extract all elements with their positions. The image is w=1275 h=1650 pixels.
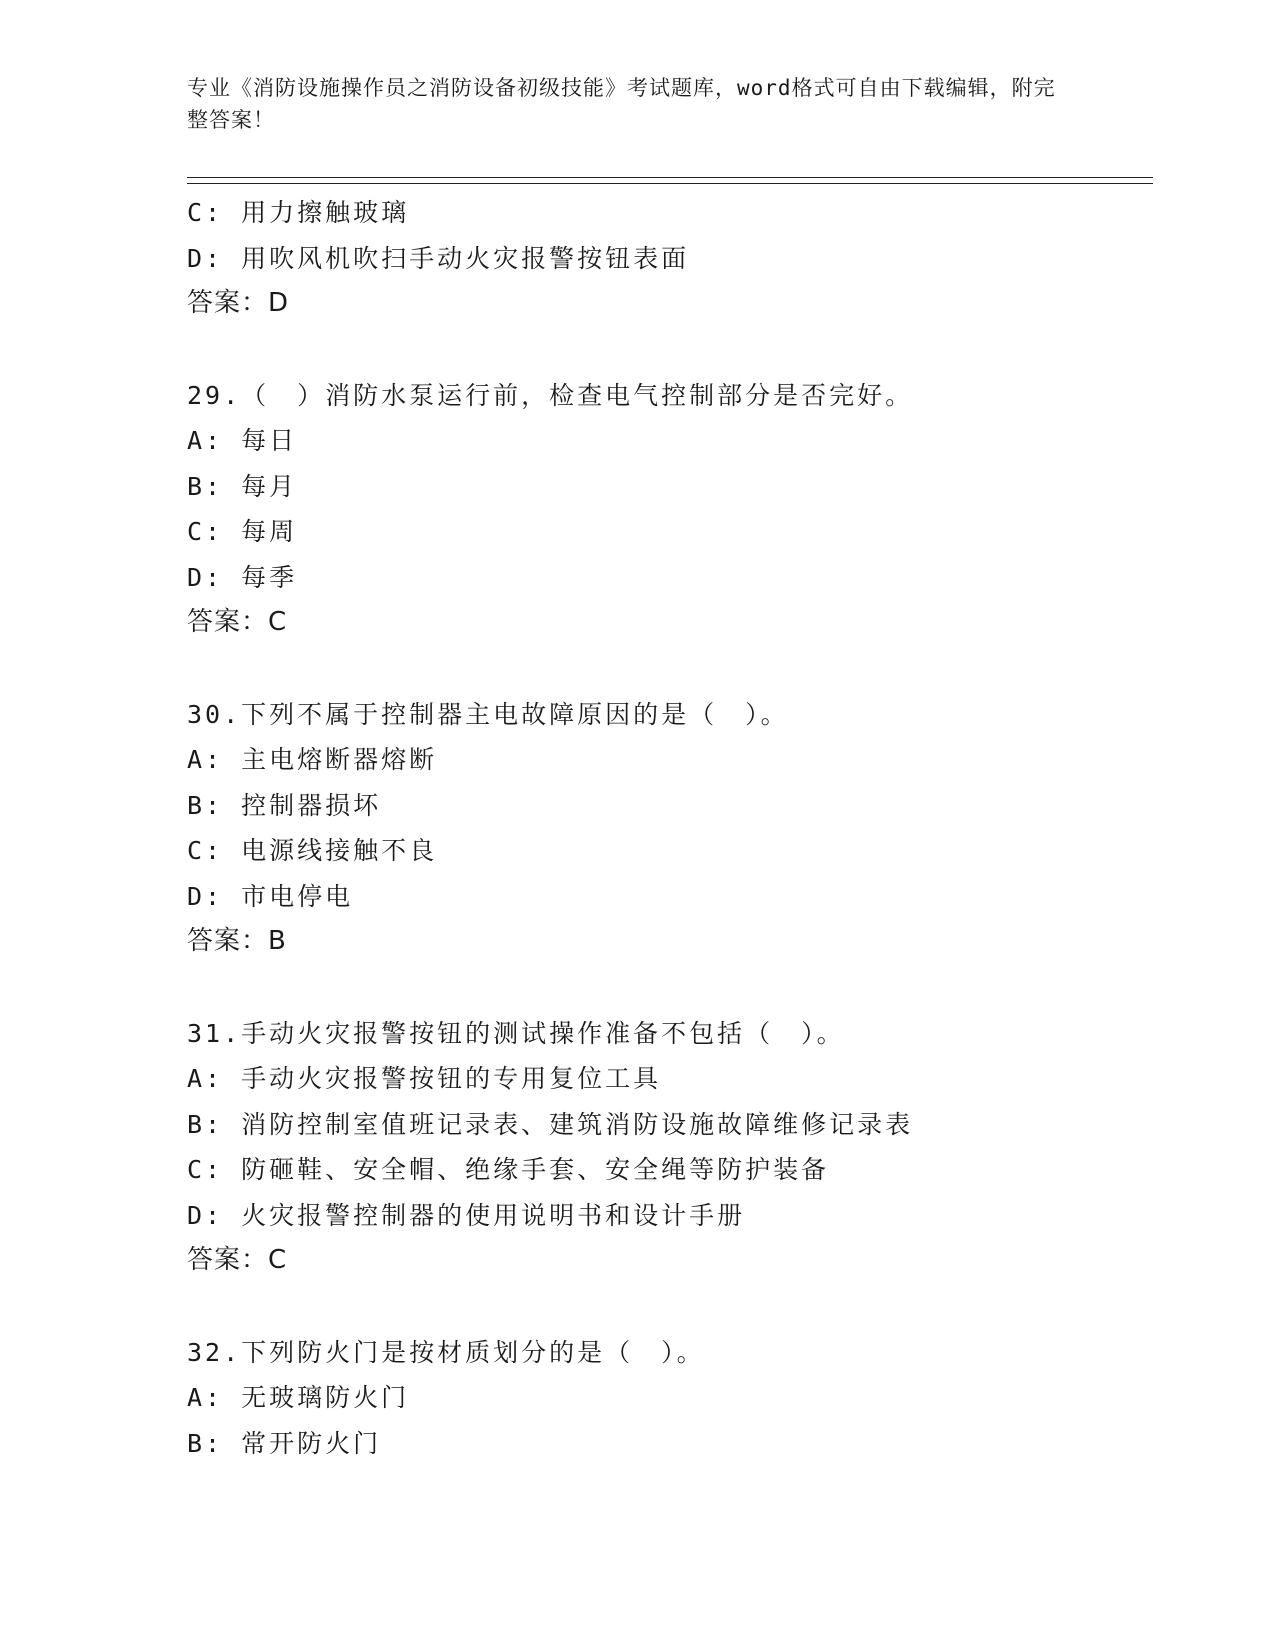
block-spacer: [187, 646, 1147, 692]
document-header: 专业《消防设施操作员之消防设备初级技能》考试题库，word格式可自由下载编辑，附完整答案！: [187, 76, 1056, 132]
option-b: B: 常开防火门: [187, 1428, 382, 1458]
question-text: 29.（ ）消防水泵运行前，检查电气控制部分是否完好。: [187, 380, 914, 410]
block-spacer: [187, 1284, 1147, 1330]
answer-line: 答案：C: [187, 1245, 288, 1275]
block-spacer: [187, 965, 1147, 1011]
option-a: A: 每日: [187, 426, 298, 455]
option-a: A: 无玻璃防火门: [187, 1383, 410, 1412]
question-block-29: [187, 373, 1147, 646]
option-d: D: 每季: [187, 562, 298, 592]
option-b: B: 消防控制室值班记录表、建筑消防设施故障维修记录表: [187, 1109, 914, 1139]
question-block-30: [187, 692, 1147, 965]
option-a: A: 主电熔断器熔断: [187, 745, 438, 774]
header-divider-bottom: [187, 183, 1153, 184]
option-a: A: 手动火灾报警按钮的专用复位工具: [187, 1064, 662, 1093]
option-b: B: 控制器损坏: [187, 790, 382, 820]
option-d: D: 火灾报警控制器的使用说明书和设计手册: [187, 1200, 746, 1230]
option-d: D: 市电停电: [187, 881, 354, 911]
answer-line: 答案：B: [187, 926, 287, 956]
block-spacer: [187, 327, 1147, 373]
question-block-31: [187, 1011, 1147, 1284]
option-b: B: 每月: [187, 471, 298, 501]
question-text: 31.手动火灾报警按钮的测试操作准备不包括（ ）。: [187, 1018, 845, 1048]
question-text: 32.下列防火门是按材质划分的是（ ）。: [187, 1337, 705, 1367]
question-text: 30.下列不属于控制器主电故障原因的是（ ）。: [187, 699, 789, 729]
option-d: D: 用吹风机吹扫手动火灾报警按钮表面: [187, 243, 690, 273]
option-c: C: 每周: [187, 517, 298, 546]
question-block-28-continued: [187, 190, 1147, 327]
option-c: C: 用力擦触玻璃: [187, 198, 410, 227]
question-list: [187, 190, 1147, 1466]
header-divider-top: [187, 177, 1153, 178]
option-c: C: 电源线接触不良: [187, 836, 438, 865]
question-block-32: [187, 1330, 1147, 1467]
answer-line: 答案：D: [187, 288, 290, 318]
option-c: C: 防砸鞋、安全帽、绝缘手套、安全绳等防护装备: [187, 1155, 830, 1184]
answer-line: 答案：C: [187, 607, 288, 637]
